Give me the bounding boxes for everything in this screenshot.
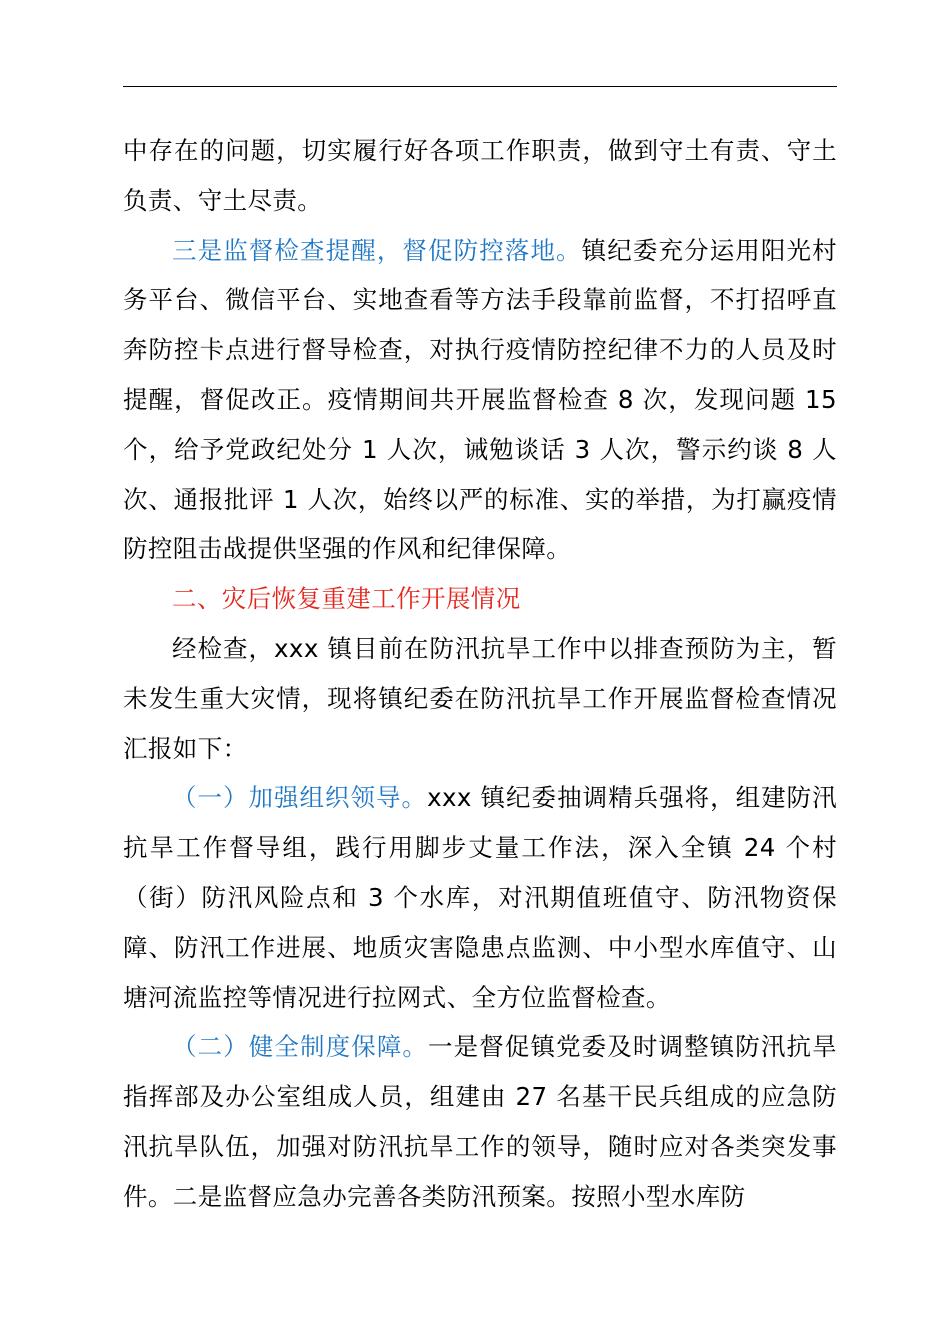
paragraph-text: 镇纪委充分运用阳光村务平台、微信平台、实地查看等方法手段靠前监督，不打招呼直奔防控卡点进行督导检查，对执行疫情防控纪律不力的人员及时提醒，督促改正。疫情期间共开展监督检查 8 次，发现问题 15 个，给予党政纪处分 1 人次，诫勉谈话 3 人次，警示约谈 8 人次、通报批评 1 人次，始终以严的标准、实的举措，为打赢疫情防控阻击战提供坚强的作风和纪律保障。 bbox=[123, 235, 838, 564]
paragraph-text: 一是督促镇党委及时调整镇防汛抗旱指挥部及办公室组成人员，组建由 27 名基干民兵组成的应急防汛抗旱队伍，加强对防汛抗旱工作的领导，随时应对各类突发事件。二是监督应急办完善各类防汛预案。按照小型水库防 bbox=[123, 1032, 838, 1211]
paragraph-inspection-intro bbox=[123, 624, 837, 773]
header-rule bbox=[123, 86, 837, 87]
paragraph-supervision-reminder bbox=[123, 226, 837, 575]
paragraph-lead-heading: （二）健全制度保障。 bbox=[172, 1032, 429, 1062]
paragraph-text: xxx 镇纪委抽调精兵强将，组建防汛抗旱工作督导组，践行用脚步丈量工作法，深入全镇 24 个村（街）防汛风险点和 3 个水库，对汛期值班值守、防汛物资保障、防汛工作进展、地质灾害隐患点监测、中小型水库值守、山塘河流监控等情况进行拉网式、全方位监督检查。 bbox=[123, 783, 838, 1012]
section-heading-text: 二、灾后恢复重建工作开展情况 bbox=[172, 584, 521, 614]
paragraph-system-guarantee bbox=[123, 1022, 837, 1221]
paragraph-organization bbox=[123, 773, 837, 1022]
section-heading bbox=[123, 574, 837, 624]
paragraph-text: 经检查，xxx 镇目前在防汛抗旱工作中以排查预防为主，暂未发生重大灾情，现将镇纪委在防汛抗旱工作开展监督检查情况汇报如下： bbox=[123, 633, 837, 763]
paragraph-continuation bbox=[123, 126, 837, 226]
paragraph-lead-heading: （一）加强组织领导。 bbox=[172, 783, 428, 813]
paragraph-text: 中存在的问题，切实履行好各项工作职责，做到守土有责、守土负责、守土尽责。 bbox=[123, 136, 837, 215]
document-body bbox=[123, 126, 837, 1222]
paragraph-lead-heading: 三是监督检查提醒，督促防控落地。 bbox=[172, 235, 582, 265]
